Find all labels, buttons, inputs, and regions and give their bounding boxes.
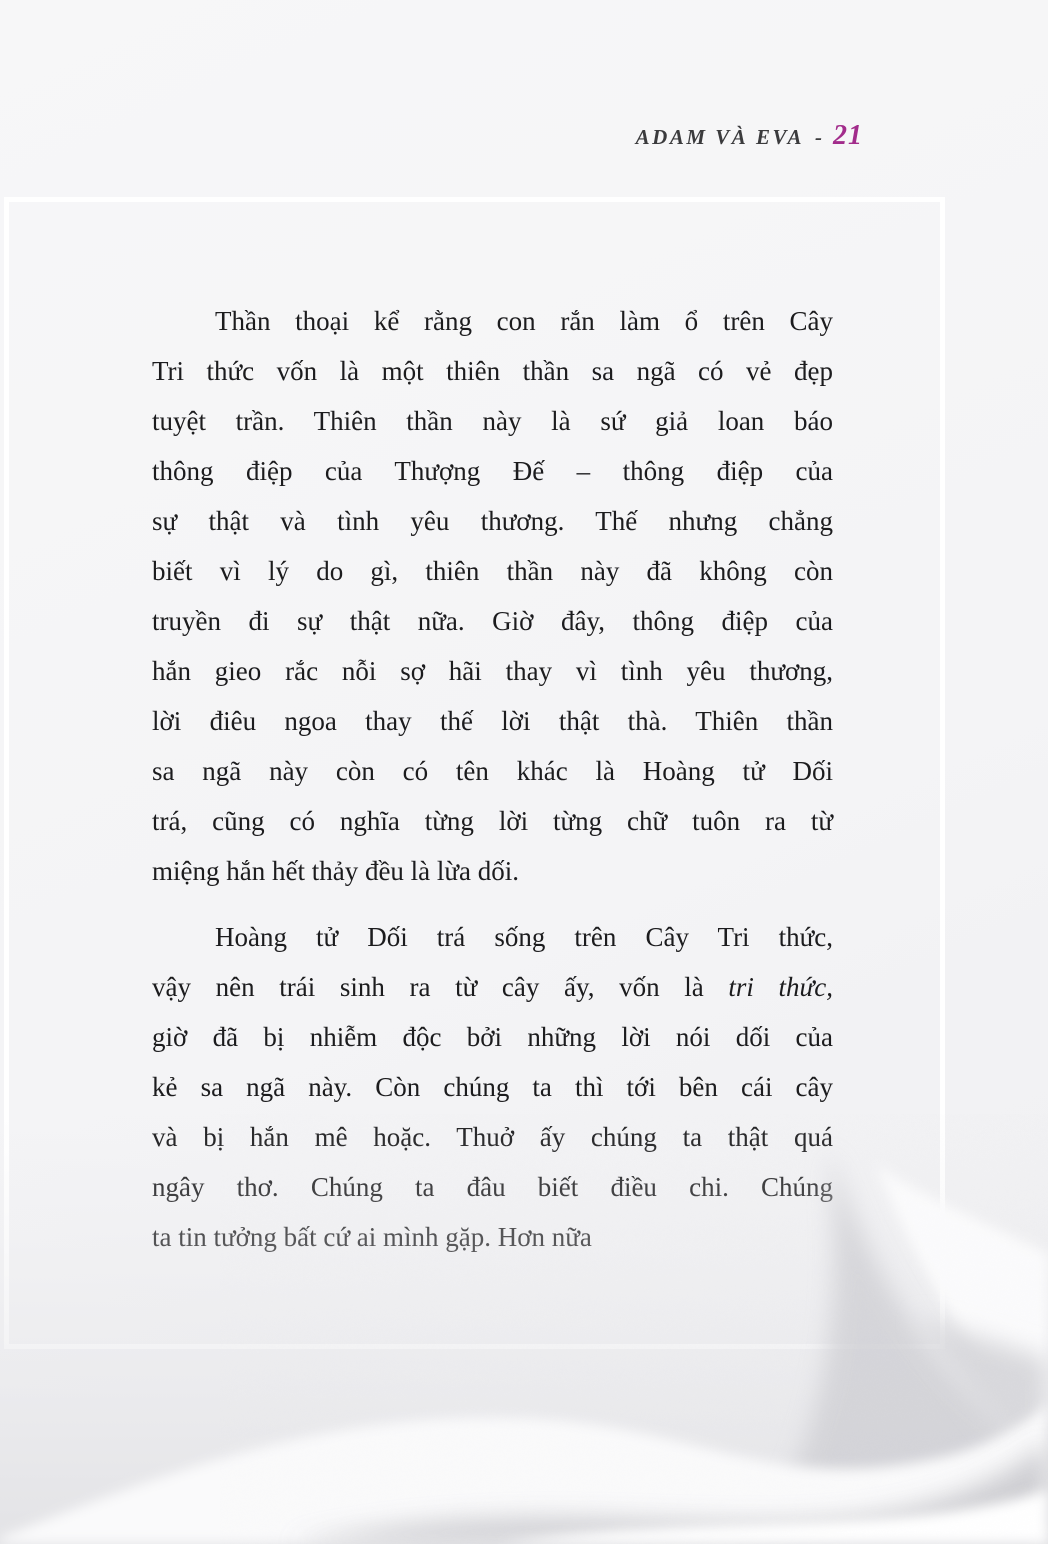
text-segment: tuyệt trần. Thiên thần này là sứ giả loan báo — [152, 406, 833, 436]
text-segment: Hoàng tử Dối trá sống trên Cây Tri thức, — [215, 922, 833, 952]
text-line — [152, 496, 833, 546]
text-segment: sa ngã này còn có tên khác là Hoàng tử Dối — [152, 756, 833, 786]
text-line — [152, 646, 833, 696]
text-segment: Thần thoại kể rằng con rắn làm ổ trên Cây — [215, 306, 833, 336]
running-title: ADAM VÀ EVA — [635, 125, 804, 149]
text-line — [152, 346, 833, 396]
header-separator: - — [815, 125, 822, 149]
text-line — [152, 696, 833, 746]
text-line — [152, 396, 833, 446]
text-segment: giờ đã bị nhiễm độc bởi những lời nói dối của — [152, 1022, 833, 1052]
text-segment: Tri thức vốn là một thiên thần sa ngã có vẻ đẹp — [152, 356, 833, 386]
flower-petals-decoration — [0, 1114, 1048, 1544]
text-line — [152, 912, 833, 962]
italic-text-segment: tri thức, — [728, 972, 834, 1002]
paragraph — [152, 296, 833, 896]
text-segment: kẻ sa ngã này. Còn chúng ta thì tới bên cái cây — [152, 1072, 833, 1102]
text-line — [152, 446, 833, 496]
text-line — [152, 962, 833, 1012]
text-segment: truyền đi sự thật nữa. Giờ đây, thông điệp của — [152, 606, 833, 636]
page-number: 21 — [833, 120, 863, 151]
text-line — [152, 546, 833, 596]
text-line — [152, 746, 833, 796]
text-line — [152, 1062, 833, 1112]
text-segment: sự thật và tình yêu thương. Thế nhưng chẳng — [152, 506, 833, 536]
text-line — [152, 1012, 833, 1062]
text-segment: thông điệp của Thượng Đế – thông điệp của — [152, 456, 833, 486]
text-segment: hắn gieo rắc nỗi sợ hãi thay vì tình yêu thương, — [152, 656, 833, 686]
running-header — [636, 120, 863, 152]
text-segment: vậy nên trái sinh ra từ cây ấy, vốn là — [152, 972, 729, 1002]
text-line — [152, 796, 833, 846]
text-segment: trá, cũng có nghĩa từng lời từng chữ tuôn ra từ — [152, 806, 833, 836]
text-line — [152, 296, 833, 346]
text-segment: miệng hắn hết thảy đều là lừa dối. — [152, 856, 520, 886]
text-line — [152, 846, 833, 896]
text-segment: biết vì lý do gì, thiên thần này đã không còn — [152, 556, 833, 586]
text-line — [152, 596, 833, 646]
text-segment: lời điêu ngoa thay thế lời thật thà. Thiên thần — [152, 706, 833, 736]
